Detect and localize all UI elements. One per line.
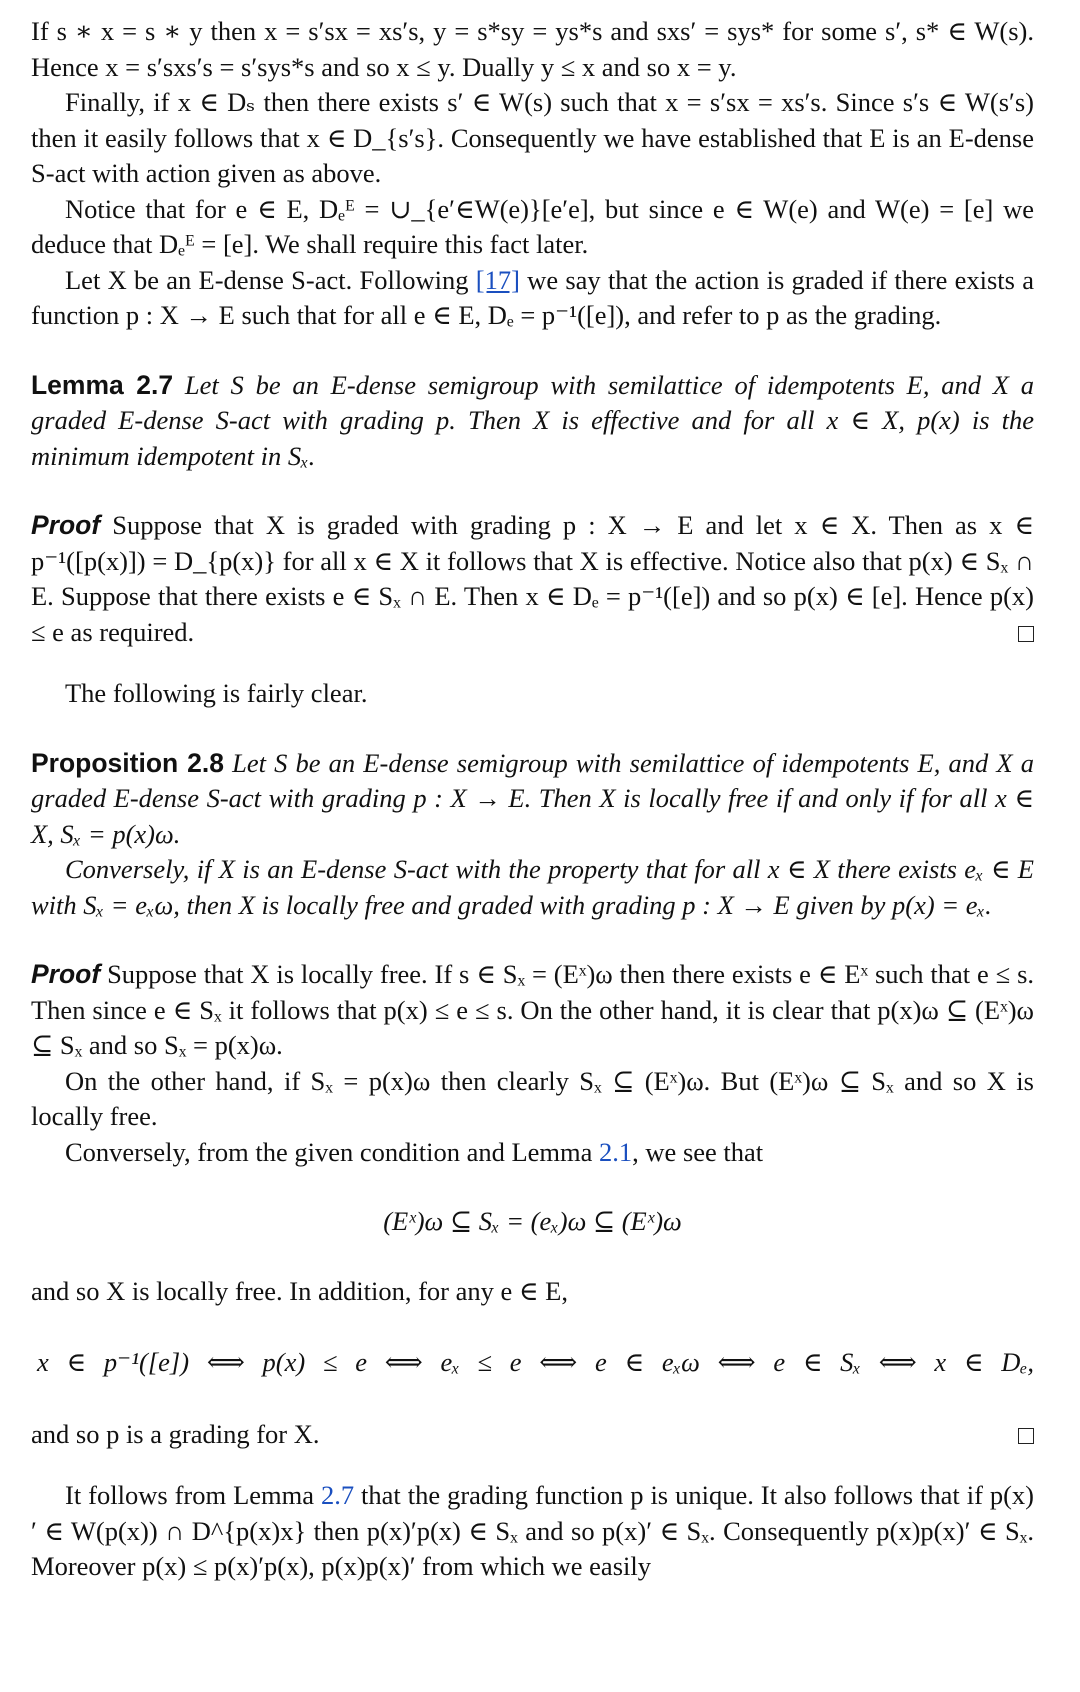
qed-icon bbox=[1018, 1428, 1034, 1444]
lemma-2-7-statement: Let S be an E-dense semigroup with semilattice of idempotents E, and X a graded E-dense S-act with grading p. Then X is effective and for all x ∈ X, p(x) is the minimum idempotent in Sₓ. bbox=[31, 369, 1034, 471]
proof-1-heading: Proof bbox=[31, 510, 101, 540]
paper-page bbox=[31, 14, 1034, 1585]
lemma-2-7-heading: Lemma 2.7 bbox=[31, 369, 174, 400]
proof-2-line-5: and so p is a grading for X. bbox=[31, 1418, 320, 1449]
display-equation-2: x ∈ p⁻¹([e]) ⟺ p(x) ≤ e ⟺ eₓ ≤ e ⟺ e ∈ eₓω ⟺ e ∈ Sₓ ⟺ x ∈ Dₑ, bbox=[37, 1347, 1034, 1377]
proof-2-line-4: and so X is locally free. In addition, for any e ∈ E, bbox=[31, 1275, 568, 1306]
proof-2-line-2: On the other hand, if Sₓ = p(x)ω then clearly Sₓ ⊆ (Eˣ)ω. But (Eˣ)ω ⊆ Sₓ and so X is locally free. bbox=[31, 1065, 1034, 1131]
qed-icon bbox=[1018, 626, 1034, 642]
proof-lemma-2-7 bbox=[31, 508, 1034, 650]
proof-2-line-3-text-b: , we see that bbox=[632, 1136, 764, 1167]
lemma-2-7 bbox=[31, 368, 1034, 475]
paragraph-1: If s ∗ x = s ∗ y then x = s′sx = xs′s, y = s*sy = ys*s and sxs′ = sys* for some s′, s* ∈ W(s). Hence x = s′sxs′s = s′sys*s and so x ≤ y. Dually y ≤ x and so x = y. bbox=[31, 16, 1034, 82]
proof-2-heading: Proof bbox=[31, 959, 101, 989]
proof-1-body: Suppose that X is graded with grading p : X → E and let x ∈ X. Then as x ∈ p⁻¹([p(x)]) = D_{p(x)} for all x ∈ X it follows that X is effective. Notice also that p(x) ∈ Sₓ ∩ E. Suppose that there exists e ∈ Sₓ ∩ E. Then x ∈ Dₑ = p⁻¹([e]) and so p(x) ∈ [e]. Hence p(x) ≤ e as required. bbox=[31, 510, 1035, 647]
proof-2-line-3-text-a: Conversely, from the given condition and Lemma bbox=[65, 1136, 600, 1167]
final-text-a: It follows from Lemma bbox=[65, 1480, 321, 1510]
fairly-clear-sentence: The following is fairly clear. bbox=[65, 678, 368, 708]
paragraph-4-text-b: we say that the action is graded if there exists a function p : X → E such that for all e ∈ E, Dₑ = p⁻¹([e]), and refer to p as the grading. bbox=[31, 264, 1034, 330]
citation-link-17[interactable]: [17] bbox=[475, 264, 520, 295]
proof-2-line-1: Suppose that X is locally free. If s ∈ Sₓ = (Eˣ)ω then there exists e ∈ Eˣ such that e ≤ s. Then since e ∈ Sₓ it follows that p(x) ≤ e ≤ s. On the other hand, it is clear that p(x)ω ⊆ (Eˣ)ω ⊆ Sₓ and so Sₓ = p(x)ω. bbox=[31, 959, 1035, 1060]
display-equation-1: (Eˣ)ω ⊆ Sₓ = (eₓ)ω ⊆ (Eˣ)ω bbox=[383, 1206, 682, 1236]
proof-proposition-2-8 bbox=[31, 957, 1034, 1452]
lemma-link-2-7[interactable]: 2.7 bbox=[320, 1480, 355, 1510]
paragraph-2: Finally, if x ∈ Dₛ then there exists s′ ∈ W(s) such that x = s′sx = xs′s. Since s′s ∈ W(s′s) then it easily follows that x ∈ D_{s′s}. Consequently we have established that E is an E-dense S-act with action given as above. bbox=[31, 87, 1034, 188]
final-text-b: that the grading function p is unique. It also follows that if p(x)′ ∈ W(p(x)) ∩ D^{p(x)x} then p(x)′p(x) ∈ Sₓ and so p(x)′ ∈ Sₓ. Consequently p(x)p(x)′ ∈ Sₓ. Moreover p(x) ≤ p(x)′p(x), p(x)p(x)′ from which we easily bbox=[31, 1480, 1035, 1581]
lemma-link-2-1[interactable]: 2.1 bbox=[599, 1136, 633, 1167]
paragraph-4-text-a: Let X be an E-dense S-act. Following bbox=[65, 264, 476, 295]
proposition-2-8-statement-1: Let S be an E-dense semigroup with semilattice of idempotents E, and X a graded E-dense S-act with grading p : X → E. Then X is locally free if and only if for all x ∈ X, Sₓ = p(x)ω. bbox=[31, 747, 1034, 849]
final-paragraph bbox=[31, 1478, 1034, 1585]
proof-2-line-3 bbox=[31, 1135, 1034, 1171]
paragraph-4 bbox=[31, 263, 1034, 334]
proposition-2-8 bbox=[31, 746, 1034, 924]
proof-2-line-5-wrapper bbox=[31, 1417, 1034, 1453]
paragraph-3: Notice that for e ∈ E, Dₑᴱ = ∪_{e′∈W(e)}[e′e], but since e ∈ W(e) and W(e) = [e] we deduce that Dₑᴱ = [e]. We shall require this fact later. bbox=[31, 193, 1034, 259]
proposition-2-8-heading: Proposition 2.8 bbox=[31, 747, 224, 778]
proposition-2-8-statement-2: Conversely, if X is an E-dense S-act with the property that for all x ∈ X there exists eₓ ∈ E with Sₓ = eₓω, then X is locally free and graded with grading p : X → E given by p(x) = eₓ. bbox=[31, 854, 1034, 920]
